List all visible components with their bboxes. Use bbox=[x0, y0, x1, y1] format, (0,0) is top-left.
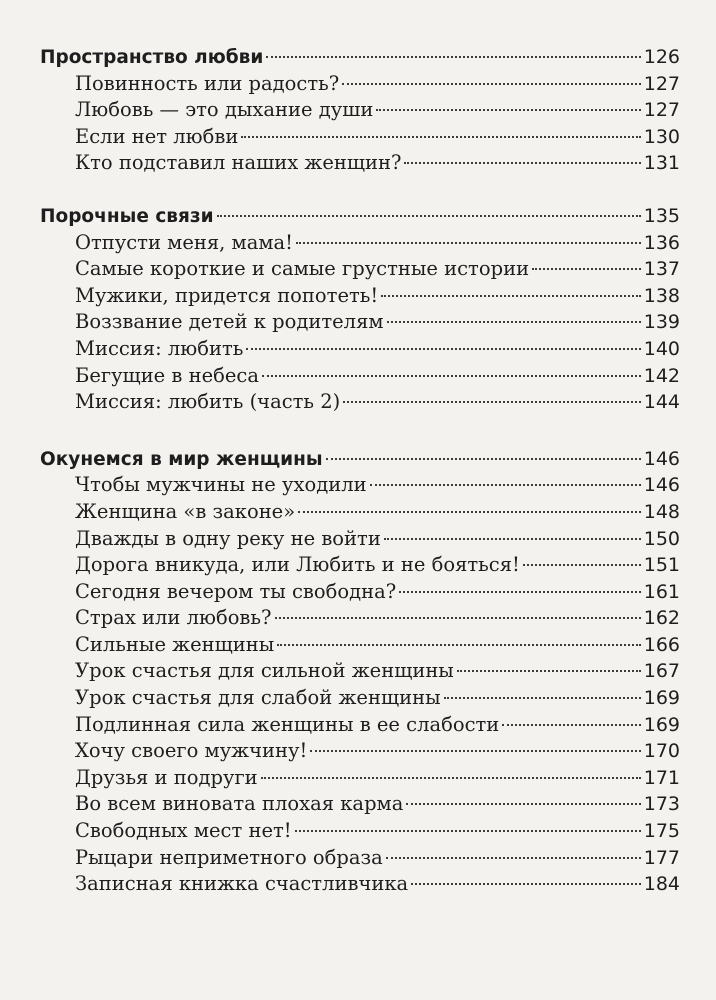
page-number: 139 bbox=[643, 311, 680, 334]
dot-leader bbox=[217, 215, 641, 217]
toc-item bbox=[40, 791, 680, 818]
item-title: Сильные женщины bbox=[75, 632, 275, 656]
item-title: Свободных мест нет! bbox=[75, 819, 292, 843]
page-number: 162 bbox=[643, 607, 680, 630]
toc-item bbox=[40, 526, 680, 553]
dot-leader bbox=[326, 458, 641, 460]
dot-leader bbox=[370, 484, 641, 486]
item-title: Дважды в одну реку не войти bbox=[75, 526, 381, 550]
item-title: Бегущие в небеса bbox=[75, 363, 259, 387]
toc-item bbox=[40, 632, 680, 659]
page-number: 175 bbox=[643, 820, 680, 843]
toc-item bbox=[40, 658, 680, 685]
item-title: Чтобы мужчины не уходили bbox=[75, 473, 367, 497]
toc-item bbox=[40, 605, 680, 632]
dot-leader bbox=[376, 109, 640, 111]
toc-item bbox=[40, 283, 680, 310]
dot-leader bbox=[261, 777, 641, 779]
dot-leader bbox=[406, 803, 640, 805]
page-number: 171 bbox=[643, 766, 680, 789]
item-title: Страх или любовь? bbox=[75, 606, 272, 630]
chapter-row bbox=[40, 44, 680, 71]
dot-leader bbox=[262, 375, 641, 377]
page-number: 161 bbox=[643, 580, 680, 603]
toc-item bbox=[40, 499, 680, 526]
toc-item bbox=[40, 309, 680, 336]
toc-item bbox=[40, 230, 680, 257]
toc-item bbox=[40, 738, 680, 765]
dot-leader bbox=[277, 644, 640, 646]
toc-item bbox=[40, 765, 680, 792]
toc-item bbox=[40, 336, 680, 363]
item-title: Подлинная сила женщины в ее слабости bbox=[75, 712, 500, 736]
item-title: Кто подставил наших женщин? bbox=[75, 151, 402, 175]
page-number: 169 bbox=[643, 713, 680, 736]
page-number: 126 bbox=[643, 46, 680, 68]
page-number: 127 bbox=[643, 99, 680, 122]
item-title: Любовь — это дыхание души bbox=[75, 98, 374, 122]
page-number: 137 bbox=[643, 258, 680, 281]
page-number: 142 bbox=[643, 364, 680, 387]
item-title: Мужики, придется попотеть! bbox=[75, 283, 379, 307]
page-number: 131 bbox=[643, 152, 680, 175]
toc-item bbox=[40, 363, 680, 390]
page-number: 148 bbox=[643, 500, 680, 523]
toc-item bbox=[40, 97, 680, 124]
dot-leader bbox=[275, 617, 641, 619]
page-number: 173 bbox=[643, 793, 680, 816]
page-number: 136 bbox=[643, 231, 680, 254]
dot-leader bbox=[246, 348, 640, 350]
toc-item bbox=[40, 472, 680, 499]
chapter-title: Окунемся в мир женщины bbox=[40, 448, 323, 470]
page-number: 184 bbox=[643, 873, 680, 896]
toc-item bbox=[40, 845, 680, 872]
page-number: 151 bbox=[643, 554, 680, 577]
chapter-title: Пространство любви bbox=[40, 47, 264, 68]
dot-leader bbox=[386, 857, 641, 859]
dot-leader bbox=[266, 56, 640, 58]
chapter-title: Порочные связи bbox=[40, 205, 214, 227]
item-title: Рыцари неприметного образа bbox=[75, 845, 383, 869]
item-title: Повинность или радость? bbox=[75, 71, 340, 95]
dot-leader bbox=[298, 511, 641, 513]
dot-leader bbox=[381, 295, 641, 297]
item-title: Миссия: любить (часть 2) bbox=[75, 390, 341, 414]
toc-item bbox=[40, 685, 680, 712]
page-number: 130 bbox=[643, 125, 680, 148]
dot-leader bbox=[342, 83, 641, 85]
toc-section bbox=[40, 203, 680, 416]
dot-leader bbox=[387, 321, 641, 323]
toc-section bbox=[40, 44, 680, 177]
dot-leader bbox=[523, 564, 641, 566]
dot-leader bbox=[296, 242, 641, 244]
page-number: 166 bbox=[643, 633, 680, 656]
item-title: Урок счастья для сильной женщины bbox=[75, 659, 454, 683]
toc-item bbox=[40, 256, 680, 283]
item-title: Женщина «в законе» bbox=[75, 499, 296, 523]
item-title: Миссия: любить bbox=[75, 336, 244, 360]
dot-leader bbox=[295, 830, 641, 832]
dot-leader bbox=[310, 750, 640, 752]
dot-leader bbox=[343, 401, 640, 403]
toc-item bbox=[40, 150, 680, 177]
page-number: 135 bbox=[643, 204, 680, 227]
chapter-row bbox=[40, 446, 680, 473]
item-title: Если нет любви bbox=[75, 124, 239, 148]
page-number: 138 bbox=[643, 284, 680, 307]
page-number: 127 bbox=[643, 72, 680, 95]
page-number: 144 bbox=[643, 391, 680, 414]
toc-item bbox=[40, 579, 680, 606]
item-title: Сегодня вечером ты свободна? bbox=[75, 579, 397, 603]
item-title: Урок счастья для слабой женщины bbox=[75, 686, 441, 710]
table-of-contents bbox=[40, 44, 680, 898]
item-title: Дорога вникуда, или Любить и не бояться! bbox=[75, 553, 520, 577]
item-title: Отпусти меня, мама! bbox=[75, 230, 293, 254]
dot-leader bbox=[411, 883, 641, 885]
dot-leader bbox=[532, 268, 641, 270]
page-number: 169 bbox=[643, 687, 680, 710]
page-number: 146 bbox=[643, 447, 680, 470]
page-number: 146 bbox=[643, 474, 680, 497]
dot-leader bbox=[502, 724, 640, 726]
item-title: Самые короткие и самые грустные истории bbox=[75, 257, 530, 281]
dot-leader bbox=[384, 538, 641, 540]
page-number: 170 bbox=[643, 740, 680, 763]
dot-leader bbox=[457, 670, 641, 672]
toc-item bbox=[40, 389, 680, 416]
toc-item bbox=[40, 712, 680, 739]
chapter-row bbox=[40, 203, 680, 230]
page-number: 140 bbox=[643, 337, 680, 360]
dot-leader bbox=[399, 591, 641, 593]
toc-item bbox=[40, 818, 680, 845]
dot-leader bbox=[404, 162, 640, 164]
toc-item bbox=[40, 871, 680, 898]
item-title: Друзья и подруги bbox=[75, 765, 258, 789]
item-title: Записная книжка счастливчика bbox=[75, 872, 409, 896]
dot-leader bbox=[444, 697, 641, 699]
item-title: Воззвание детей к родителям bbox=[75, 310, 384, 334]
toc-item bbox=[40, 124, 680, 151]
toc-item bbox=[40, 552, 680, 579]
toc-section bbox=[40, 446, 680, 898]
toc-item bbox=[40, 71, 680, 98]
item-title: Хочу своего мужчину! bbox=[75, 739, 308, 763]
page-number: 167 bbox=[643, 660, 680, 683]
page-number: 150 bbox=[643, 527, 680, 550]
page-number: 177 bbox=[643, 846, 680, 869]
dot-leader bbox=[241, 136, 640, 138]
item-title: Во всем виновата плохая карма bbox=[75, 792, 404, 816]
